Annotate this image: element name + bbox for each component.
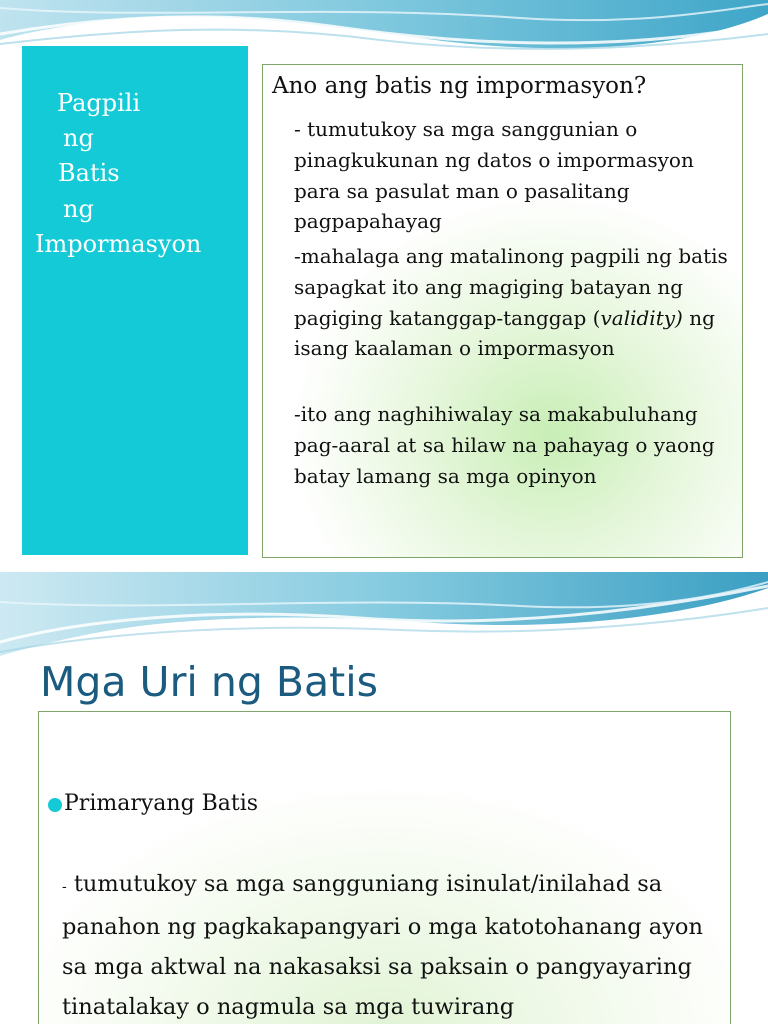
dash: - — [62, 879, 67, 895]
title-line: Impormasyon — [35, 230, 202, 258]
question-heading: Ano ang batis ng impormasyon? — [272, 73, 647, 99]
content-box — [262, 64, 743, 558]
body-text: tumutukoy sa mga sangguniang isinulat/inilahad sa panahon ng pagkakapangyari o mga katotohanang ayon sa mga aktwal na nakasaksi sa paksain o pangyayaring tinatalakay o nagmula sa mga tuwirang — [62, 871, 703, 1020]
title-box — [22, 46, 248, 555]
title-line: Pagpili — [57, 89, 141, 117]
body-paragraph — [62, 864, 722, 1024]
paragraph-distinction: -ito ang naghihiwalay sa makabuluhang pag-aaral at sa hilaw na pahayag o yaong batay lamang sa mga opinyon — [294, 402, 715, 488]
wave-header-decoration — [0, 572, 768, 662]
paragraph-text: -mahalaga ang matalinong pagpili ng batis sapagkat ito ang magiging batayan ng pagiging katanggap-tanggap ( — [294, 244, 728, 330]
bullet-heading: Primaryang Batis — [64, 791, 259, 816]
paragraph-definition: - tumutukoy sa mga sanggunian o pinagkukunan ng datos o impormasyon para sa pasulat man o pasalitang pagpapahayag — [294, 117, 694, 234]
title-line: ng — [63, 195, 94, 223]
validity-term: validity) — [600, 305, 683, 330]
circle-bullet-icon — [48, 798, 62, 812]
title-line: Batis — [58, 159, 120, 187]
slide-title: Mga Uri ng Batis — [40, 658, 378, 706]
content-box — [38, 711, 731, 1024]
paragraph-importance — [294, 241, 740, 364]
paragraph-text: ng isang kaalaman o impormasyon — [294, 305, 715, 361]
title-line: ng — [63, 124, 94, 152]
slide-2 — [0, 572, 768, 1024]
